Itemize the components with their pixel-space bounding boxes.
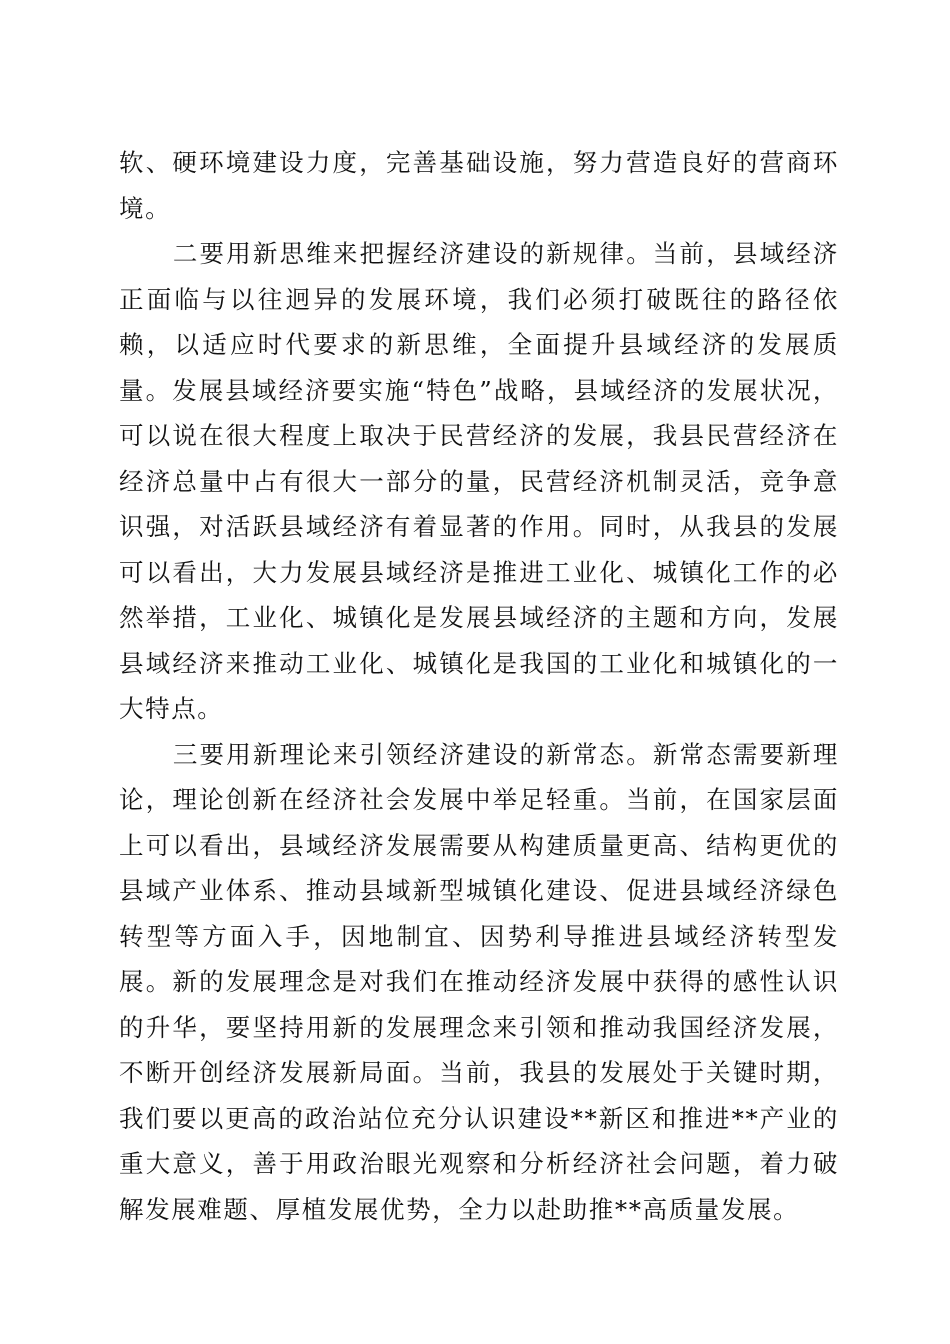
paragraph-new-thinking: 二要用新思维来把握经济建设的新规律。当前，县域经济正面临与以往迥异的发展环境，我们必须打破既往的路径依赖，以适应时代要求的新思维，全面提升县域经济的发展质量。发展县域经济要实施“特色”战略，县域经济的发展状况，可以说在很大程度上取决于民营经济的发展，我县民营经济在经济总量中占有很大一部分的量，民营经济机制灵活，竞争意识强，对活跃县域经济有着显著的作用。同时，从我县的发展可以看出，大力发展县域经济是推进工业化、城镇化工作的必然举措，工业化、城镇化是发展县域经济的主题和方向，发展县域经济来推动工业化、城镇化是我国的工业化和城镇化的一大特点。 bbox=[119, 239, 839, 723]
paragraph-new-theory: 三要用新理论来引领经济建设的新常态。新常态需要新理论，理论创新在经济社会发展中举足轻重。当前，在国家层面上可以看出，县域经济发展需要从构建质量更高、结构更优的县域产业体系、推动县域新型城镇化建设、促进县域经济绿色转型等方面入手，因地制宜、因势利导推进县域经济转型发展。新的发展理念是对我们在推动经济发展中获得的感性认识的升华，要坚持用新的发展理念来引领和推动我国经济发展，不断开创经济发展新局面。当前，我县的发展处于关键时期，我们要以更高的政治站位充分认识建设**新区和推进**产业的重大意义，善于用政治眼光观察和分析经济社会问题，着力破解发展难题、厚植发展优势，全力以赴助推**高质量发展。 bbox=[119, 739, 839, 1224]
paragraph-continuation: 软、硬环境建设力度，完善基础设施，努力营造良好的营商环境。 bbox=[119, 148, 839, 223]
document-body bbox=[119, 140, 839, 1232]
